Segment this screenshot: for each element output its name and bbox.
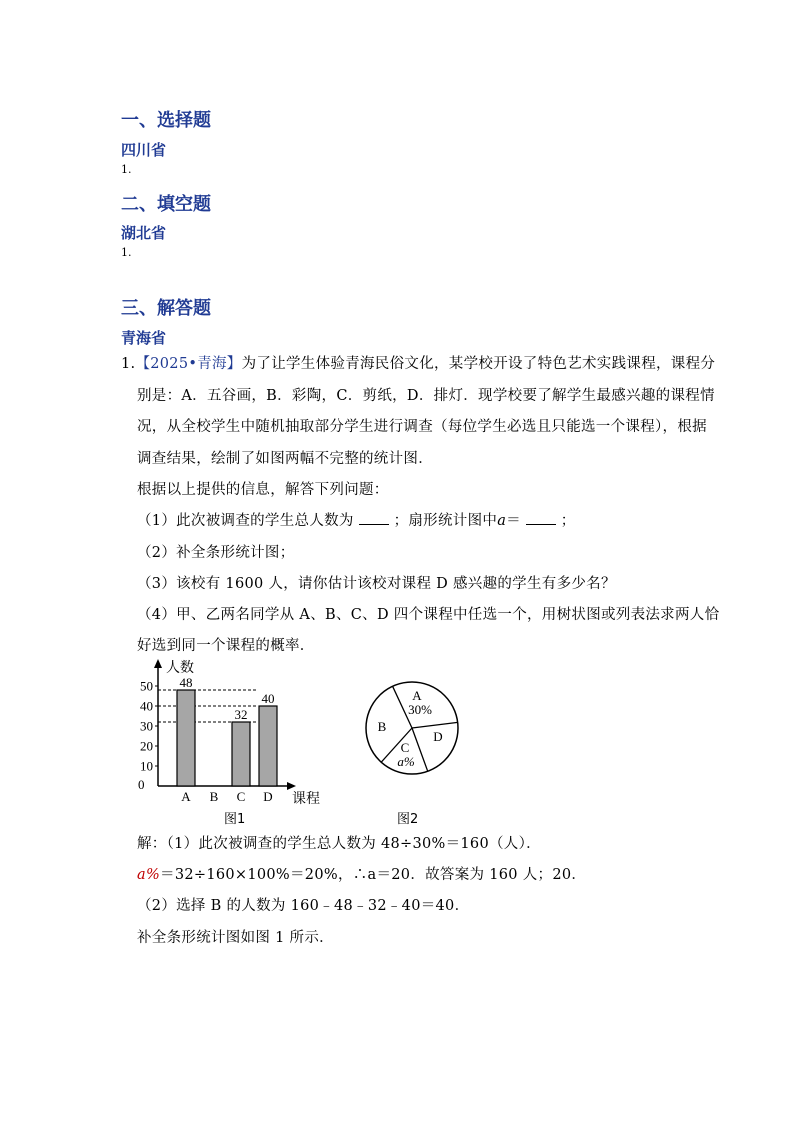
bar-chart-figure1	[130, 658, 340, 808]
bar-A	[177, 690, 195, 786]
figure1-caption: 图1	[224, 812, 246, 827]
y-tick-label: 30	[140, 718, 153, 734]
section-title-answer: 三、解答题	[121, 298, 211, 319]
solution-line-1: 解：（1）此次被调查的学生总人数为 48÷30%＝160（人）．	[137, 836, 541, 852]
bar-value-label: 48	[179, 675, 193, 690]
y-axis-label: 人数	[166, 661, 194, 676]
bar-value-label: 40	[261, 691, 275, 706]
answer-blank[interactable]	[526, 512, 556, 525]
question-line: 为了让学生体验青海民俗文化，某学校开设了特色艺术实践课程，课程分	[241, 356, 716, 372]
pie-label-C: C	[400, 740, 410, 755]
x-tick-label: B	[209, 789, 219, 804]
answer-blank[interactable]	[359, 512, 389, 525]
question-line: 别是：A．五谷画，B．彩陶，C．剪纸，D．排灯．现学校要了解学生最感兴趣的课程情	[137, 388, 715, 404]
question-line: 调查结果，绘制了如图两幅不完整的统计图．	[137, 451, 433, 467]
pie-chart-figure2	[362, 678, 462, 778]
province-qinghai: 青海省	[121, 329, 167, 347]
x-axis-arrow	[287, 782, 296, 790]
bar-C	[232, 722, 250, 786]
section-title-choice: 一、选择题	[121, 110, 211, 131]
question-number: 1.	[121, 356, 136, 372]
y-axis-arrow	[154, 659, 162, 668]
pie-value-label: a%	[397, 754, 415, 769]
province-sichuan: 四川省	[121, 141, 167, 159]
question-first-line	[121, 352, 715, 373]
pie-label-D: D	[433, 729, 443, 744]
y-tick-label: 40	[140, 698, 153, 714]
figure2-caption: 图2	[397, 812, 419, 827]
origin-label: 0	[138, 777, 145, 792]
pie-label-A: A	[412, 688, 422, 703]
x-tick-label: C	[236, 789, 246, 804]
pie-label-B: B	[377, 719, 387, 734]
x-tick-label: D	[263, 789, 273, 804]
solution-a-percent: a%	[137, 867, 161, 883]
sub-question-3: （3）该校有 1600 人，请你估计该校对课程 D 感兴趣的学生有多少名？	[137, 576, 616, 592]
y-tick-label: 20	[140, 738, 153, 754]
y-tick-label: 50	[140, 678, 153, 694]
pie-value-label: 30%	[408, 702, 432, 717]
bar-value-label: 32	[234, 707, 248, 722]
sub-question-2: （2）补全条形统计图；	[137, 545, 295, 561]
bar-D	[259, 706, 277, 786]
question-line: 况，从全校学生中随机抽取部分学生进行调查（每位学生必选且只能选一个课程），根据	[137, 419, 707, 435]
sub-question-1: （1）此次被调查的学生总人数为 ；扇形统计图中a＝ ；	[137, 513, 576, 529]
question-source: 【2025•青海】	[135, 356, 242, 372]
y-tick-label: 10	[140, 758, 153, 774]
solution-line-3: （2）选择 B 的人数为 160﹣48﹣32﹣40＝40．	[137, 898, 470, 914]
question-line: 根据以上提供的信息，解答下列问题：	[137, 482, 389, 498]
sub-question-4: （4）甲、乙两名同学从 A、B、C、D 四个课程中任选一个，用树状图或列表法求两人恰	[137, 607, 720, 623]
province-hubei: 湖北省	[121, 224, 167, 242]
x-axis-label: 课程	[292, 792, 320, 807]
item-number: 1.	[121, 163, 132, 176]
item-number: 1.	[121, 246, 132, 259]
solution-line-2: a%＝32÷160×100%＝20%，∴a＝20．故答案为 160 人；20．	[137, 867, 587, 883]
x-tick-label: A	[181, 789, 191, 804]
solution-line-4: 补全条形统计图如图 1 所示．	[137, 930, 334, 946]
section-title-fill: 二、填空题	[121, 194, 211, 215]
sub-question-4-cont: 好选到同一个课程的概率．	[137, 638, 315, 654]
